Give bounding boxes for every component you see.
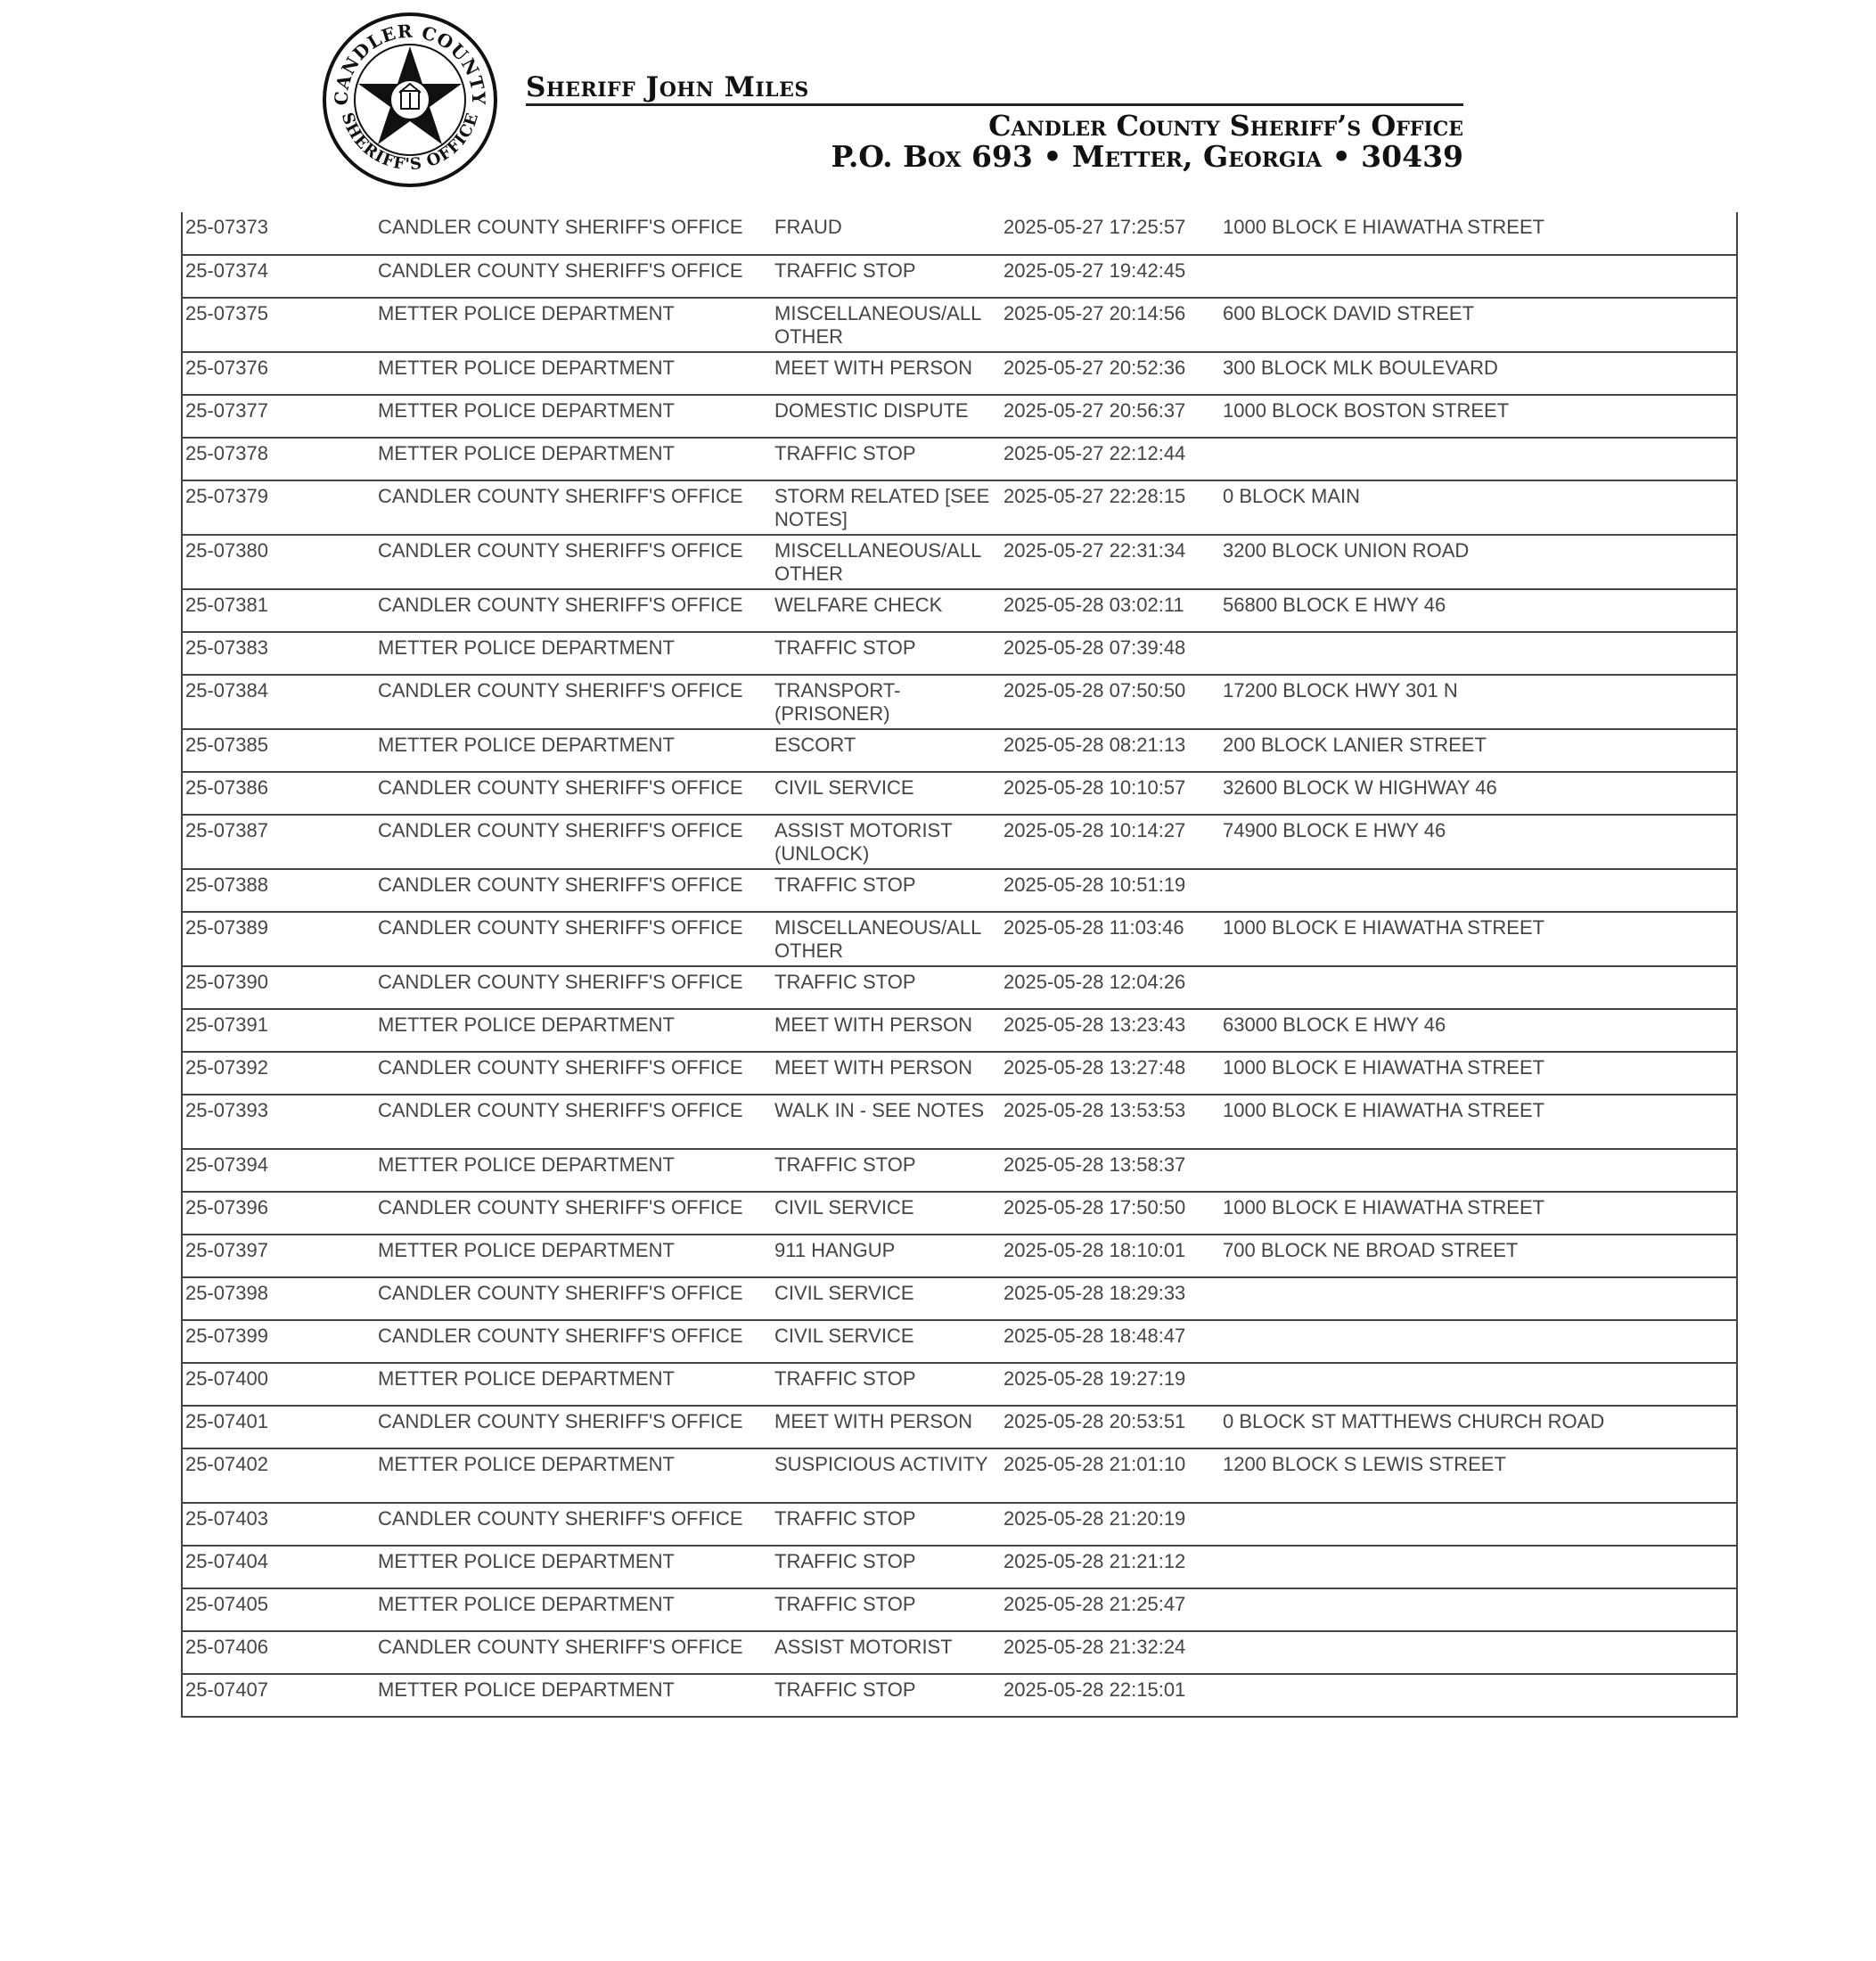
header-divider <box>526 103 1463 106</box>
table-row <box>182 589 1737 632</box>
letterhead <box>0 0 1876 205</box>
agency-cell: CANDLER COUNTY SHERIFF'S OFFICE <box>375 480 772 535</box>
case-number-cell: 25-07376 <box>182 352 375 395</box>
case-number-cell: 25-07380 <box>182 535 375 589</box>
agency-cell: CANDLER COUNTY SHERIFF'S OFFICE <box>375 1503 772 1546</box>
case-number-cell: 25-07374 <box>182 255 375 298</box>
case-number-cell: 25-07392 <box>182 1052 375 1095</box>
case-number-cell: 25-07386 <box>182 772 375 815</box>
datetime-cell: 2025-05-28 07:39:48 <box>1001 632 1220 675</box>
location-cell: 56800 BLOCK E HWY 46 <box>1220 589 1737 632</box>
table-row <box>182 1674 1737 1717</box>
location-cell <box>1220 1546 1737 1588</box>
case-number-cell: 25-07399 <box>182 1320 375 1363</box>
agency-cell: CANDLER COUNTY SHERIFF'S OFFICE <box>375 772 772 815</box>
datetime-cell: 2025-05-28 21:25:47 <box>1001 1588 1220 1631</box>
table-row <box>182 1192 1737 1235</box>
call-type-cell: FRAUD <box>772 212 1001 255</box>
case-number-cell: 25-07407 <box>182 1674 375 1717</box>
call-type-cell: TRAFFIC STOP <box>772 1588 1001 1631</box>
datetime-cell: 2025-05-28 10:10:57 <box>1001 772 1220 815</box>
location-cell: 1000 BLOCK E HIAWATHA STREET <box>1220 1192 1737 1235</box>
call-type-cell: CIVIL SERVICE <box>772 1320 1001 1363</box>
case-number-cell: 25-07405 <box>182 1588 375 1631</box>
agency-cell: METTER POLICE DEPARTMENT <box>375 1363 772 1406</box>
svg-text:SHERIFF'S OFFICE: SHERIFF'S OFFICE <box>337 110 483 175</box>
datetime-cell: 2025-05-27 20:52:36 <box>1001 352 1220 395</box>
table-row <box>182 1235 1737 1277</box>
case-number-cell: 25-07404 <box>182 1546 375 1588</box>
agency-cell: METTER POLICE DEPARTMENT <box>375 1588 772 1631</box>
agency-cell: CANDLER COUNTY SHERIFF'S OFFICE <box>375 966 772 1009</box>
table-row <box>182 1448 1737 1503</box>
call-type-cell: ESCORT <box>772 729 1001 772</box>
agency-cell: CANDLER COUNTY SHERIFF'S OFFICE <box>375 255 772 298</box>
agency-cell: METTER POLICE DEPARTMENT <box>375 438 772 480</box>
table-row <box>182 1277 1737 1320</box>
datetime-cell: 2025-05-28 18:29:33 <box>1001 1277 1220 1320</box>
agency-cell: METTER POLICE DEPARTMENT <box>375 632 772 675</box>
agency-cell: CANDLER COUNTY SHERIFF'S OFFICE <box>375 1631 772 1674</box>
datetime-cell: 2025-05-27 22:31:34 <box>1001 535 1220 589</box>
case-number-cell: 25-07381 <box>182 589 375 632</box>
table-row <box>182 212 1737 255</box>
location-cell: 0 BLOCK ST MATTHEWS CHURCH ROAD <box>1220 1406 1737 1448</box>
table-row <box>182 1406 1737 1448</box>
table-row <box>182 1149 1737 1192</box>
datetime-cell: 2025-05-28 11:03:46 <box>1001 912 1220 966</box>
agency-cell: CANDLER COUNTY SHERIFF'S OFFICE <box>375 675 772 729</box>
datetime-cell: 2025-05-28 21:32:24 <box>1001 1631 1220 1674</box>
agency-cell: CANDLER COUNTY SHERIFF'S OFFICE <box>375 1095 772 1149</box>
call-type-cell: TRAFFIC STOP <box>772 1503 1001 1546</box>
location-cell: 600 BLOCK DAVID STREET <box>1220 298 1737 352</box>
agency-cell: CANDLER COUNTY SHERIFF'S OFFICE <box>375 1192 772 1235</box>
table-row <box>182 1363 1737 1406</box>
call-type-cell: MEET WITH PERSON <box>772 352 1001 395</box>
case-number-cell: 25-07375 <box>182 298 375 352</box>
table-row <box>182 1631 1737 1674</box>
agency-cell: METTER POLICE DEPARTMENT <box>375 729 772 772</box>
datetime-cell: 2025-05-28 21:21:12 <box>1001 1546 1220 1588</box>
agency-cell: CANDLER COUNTY SHERIFF'S OFFICE <box>375 912 772 966</box>
table-row <box>182 255 1737 298</box>
location-cell: 17200 BLOCK HWY 301 N <box>1220 675 1737 729</box>
case-number-cell: 25-07406 <box>182 1631 375 1674</box>
call-type-cell: MEET WITH PERSON <box>772 1406 1001 1448</box>
datetime-cell: 2025-05-28 17:50:50 <box>1001 1192 1220 1235</box>
case-number-cell: 25-07389 <box>182 912 375 966</box>
datetime-cell: 2025-05-27 17:25:57 <box>1001 212 1220 255</box>
location-cell <box>1220 1674 1737 1717</box>
table-row <box>182 1095 1737 1149</box>
table-row <box>182 772 1737 815</box>
location-cell: 1000 BLOCK BOSTON STREET <box>1220 395 1737 438</box>
table-row <box>182 869 1737 912</box>
case-number-cell: 25-07387 <box>182 815 375 869</box>
datetime-cell: 2025-05-27 22:12:44 <box>1001 438 1220 480</box>
agency-cell: METTER POLICE DEPARTMENT <box>375 1009 772 1052</box>
agency-cell: CANDLER COUNTY SHERIFF'S OFFICE <box>375 212 772 255</box>
location-cell <box>1220 869 1737 912</box>
location-cell <box>1220 1503 1737 1546</box>
case-number-cell: 25-07383 <box>182 632 375 675</box>
call-type-cell: TRAFFIC STOP <box>772 966 1001 1009</box>
datetime-cell: 2025-05-28 10:51:19 <box>1001 869 1220 912</box>
case-number-cell: 25-07398 <box>182 1277 375 1320</box>
case-number-cell: 25-07393 <box>182 1095 375 1149</box>
datetime-cell: 2025-05-28 08:21:13 <box>1001 729 1220 772</box>
table-row <box>182 1503 1737 1546</box>
table-row <box>182 1320 1737 1363</box>
datetime-cell: 2025-05-28 21:20:19 <box>1001 1503 1220 1546</box>
datetime-cell: 2025-05-28 07:50:50 <box>1001 675 1220 729</box>
case-number-cell: 25-07401 <box>182 1406 375 1448</box>
agency-cell: CANDLER COUNTY SHERIFF'S OFFICE <box>375 1406 772 1448</box>
datetime-cell: 2025-05-28 22:15:01 <box>1001 1674 1220 1717</box>
case-number-cell: 25-07402 <box>182 1448 375 1503</box>
agency-cell: METTER POLICE DEPARTMENT <box>375 1235 772 1277</box>
call-type-cell: MISCELLANEOUS/ALL OTHER <box>772 298 1001 352</box>
svg-text:CANDLER COUNTY: CANDLER COUNTY <box>330 20 490 106</box>
table-row <box>182 1009 1737 1052</box>
agency-cell: CANDLER COUNTY SHERIFF'S OFFICE <box>375 589 772 632</box>
call-type-cell: CIVIL SERVICE <box>772 1277 1001 1320</box>
datetime-cell: 2025-05-28 18:48:47 <box>1001 1320 1220 1363</box>
location-cell <box>1220 966 1737 1009</box>
datetime-cell: 2025-05-28 13:53:53 <box>1001 1095 1220 1149</box>
case-number-cell: 25-07397 <box>182 1235 375 1277</box>
datetime-cell: 2025-05-28 03:02:11 <box>1001 589 1220 632</box>
agency-cell: METTER POLICE DEPARTMENT <box>375 1149 772 1192</box>
case-number-cell: 25-07403 <box>182 1503 375 1546</box>
call-type-cell: CIVIL SERVICE <box>772 1192 1001 1235</box>
location-cell: 3200 BLOCK UNION ROAD <box>1220 535 1737 589</box>
location-cell: 1000 BLOCK E HIAWATHA STREET <box>1220 1095 1737 1149</box>
datetime-cell: 2025-05-28 19:27:19 <box>1001 1363 1220 1406</box>
call-type-cell: TRANSPORT-(PRISONER) <box>772 675 1001 729</box>
location-cell <box>1220 1149 1737 1192</box>
location-cell <box>1220 1588 1737 1631</box>
agency-cell: CANDLER COUNTY SHERIFF'S OFFICE <box>375 1277 772 1320</box>
call-type-cell: CIVIL SERVICE <box>772 772 1001 815</box>
location-cell: 63000 BLOCK E HWY 46 <box>1220 1009 1737 1052</box>
call-type-cell: STORM RELATED [SEE NOTES] <box>772 480 1001 535</box>
call-type-cell: ASSIST MOTORIST (UNLOCK) <box>772 815 1001 869</box>
case-number-cell: 25-07373 <box>182 212 375 255</box>
table-row <box>182 535 1737 589</box>
sheriff-name: Sheriff John Miles <box>526 71 809 103</box>
case-number-cell: 25-07384 <box>182 675 375 729</box>
call-type-cell: MISCELLANEOUS/ALL OTHER <box>772 535 1001 589</box>
table-row <box>182 395 1737 438</box>
case-number-cell: 25-07378 <box>182 438 375 480</box>
table-row <box>182 675 1737 729</box>
table-row <box>182 1052 1737 1095</box>
location-cell: 1200 BLOCK S LEWIS STREET <box>1220 1448 1737 1503</box>
table-row <box>182 438 1737 480</box>
table-row <box>182 1588 1737 1631</box>
case-number-cell: 25-07396 <box>182 1192 375 1235</box>
location-cell: 32600 BLOCK W HIGHWAY 46 <box>1220 772 1737 815</box>
call-type-cell: WALK IN - SEE NOTES <box>772 1095 1001 1149</box>
table-row <box>182 912 1737 966</box>
datetime-cell: 2025-05-28 20:53:51 <box>1001 1406 1220 1448</box>
agency-cell: CANDLER COUNTY SHERIFF'S OFFICE <box>375 1320 772 1363</box>
call-type-cell: TRAFFIC STOP <box>772 632 1001 675</box>
call-type-cell: MEET WITH PERSON <box>772 1052 1001 1095</box>
table-row <box>182 352 1737 395</box>
call-type-cell: 911 HANGUP <box>772 1235 1001 1277</box>
agency-cell: METTER POLICE DEPARTMENT <box>375 1674 772 1717</box>
location-cell: 0 BLOCK MAIN <box>1220 480 1737 535</box>
location-cell: 1000 BLOCK E HIAWATHA STREET <box>1220 212 1737 255</box>
table-row <box>182 729 1737 772</box>
table-row <box>182 1546 1737 1588</box>
location-cell <box>1220 438 1737 480</box>
case-number-cell: 25-07400 <box>182 1363 375 1406</box>
case-number-cell: 25-07377 <box>182 395 375 438</box>
call-log-table <box>181 212 1738 1718</box>
call-type-cell: TRAFFIC STOP <box>772 1546 1001 1588</box>
office-name: Candler County Sheriff’s Office <box>988 109 1463 143</box>
location-cell <box>1220 1277 1737 1320</box>
call-type-cell: TRAFFIC STOP <box>772 1363 1001 1406</box>
agency-cell: METTER POLICE DEPARTMENT <box>375 298 772 352</box>
table-row <box>182 480 1737 535</box>
location-cell <box>1220 632 1737 675</box>
table-row <box>182 298 1737 352</box>
datetime-cell: 2025-05-27 20:56:37 <box>1001 395 1220 438</box>
agency-cell: CANDLER COUNTY SHERIFF'S OFFICE <box>375 1052 772 1095</box>
agency-cell: CANDLER COUNTY SHERIFF'S OFFICE <box>375 535 772 589</box>
location-cell: 1000 BLOCK E HIAWATHA STREET <box>1220 912 1737 966</box>
call-type-cell: MISCELLANEOUS/ALL OTHER <box>772 912 1001 966</box>
call-type-cell: ASSIST MOTORIST <box>772 1631 1001 1674</box>
agency-cell: CANDLER COUNTY SHERIFF'S OFFICE <box>375 815 772 869</box>
datetime-cell: 2025-05-28 18:10:01 <box>1001 1235 1220 1277</box>
call-type-cell: SUSPICIOUS ACTIVITY <box>772 1448 1001 1503</box>
call-type-cell: WELFARE CHECK <box>772 589 1001 632</box>
star-badge-icon <box>321 11 499 189</box>
agency-cell: METTER POLICE DEPARTMENT <box>375 1546 772 1588</box>
call-type-cell: TRAFFIC STOP <box>772 438 1001 480</box>
location-cell: 300 BLOCK MLK BOULEVARD <box>1220 352 1737 395</box>
sheriff-seal-logo <box>321 11 499 189</box>
datetime-cell: 2025-05-28 13:27:48 <box>1001 1052 1220 1095</box>
call-type-cell: TRAFFIC STOP <box>772 255 1001 298</box>
case-number-cell: 25-07385 <box>182 729 375 772</box>
datetime-cell: 2025-05-27 22:28:15 <box>1001 480 1220 535</box>
call-type-cell: TRAFFIC STOP <box>772 1674 1001 1717</box>
location-cell: 200 BLOCK LANIER STREET <box>1220 729 1737 772</box>
call-type-cell: DOMESTIC DISPUTE <box>772 395 1001 438</box>
call-type-cell: MEET WITH PERSON <box>772 1009 1001 1052</box>
location-cell: 700 BLOCK NE BROAD STREET <box>1220 1235 1737 1277</box>
table-row <box>182 632 1737 675</box>
agency-cell: METTER POLICE DEPARTMENT <box>375 1448 772 1503</box>
case-number-cell: 25-07390 <box>182 966 375 1009</box>
location-cell <box>1220 255 1737 298</box>
table-row <box>182 966 1737 1009</box>
datetime-cell: 2025-05-28 21:01:10 <box>1001 1448 1220 1503</box>
case-number-cell: 25-07394 <box>182 1149 375 1192</box>
call-type-cell: TRAFFIC STOP <box>772 1149 1001 1192</box>
datetime-cell: 2025-05-28 12:04:26 <box>1001 966 1220 1009</box>
datetime-cell: 2025-05-27 19:42:45 <box>1001 255 1220 298</box>
datetime-cell: 2025-05-28 13:23:43 <box>1001 1009 1220 1052</box>
case-number-cell: 25-07379 <box>182 480 375 535</box>
datetime-cell: 2025-05-28 10:14:27 <box>1001 815 1220 869</box>
case-number-cell: 25-07388 <box>182 869 375 912</box>
location-cell: 74900 BLOCK E HWY 46 <box>1220 815 1737 869</box>
datetime-cell: 2025-05-28 13:58:37 <box>1001 1149 1220 1192</box>
agency-cell: CANDLER COUNTY SHERIFF'S OFFICE <box>375 869 772 912</box>
table-row <box>182 815 1737 869</box>
location-cell <box>1220 1363 1737 1406</box>
location-cell <box>1220 1320 1737 1363</box>
case-number-cell: 25-07391 <box>182 1009 375 1052</box>
datetime-cell: 2025-05-27 20:14:56 <box>1001 298 1220 352</box>
agency-cell: METTER POLICE DEPARTMENT <box>375 395 772 438</box>
call-type-cell: TRAFFIC STOP <box>772 869 1001 912</box>
agency-cell: METTER POLICE DEPARTMENT <box>375 352 772 395</box>
location-cell: 1000 BLOCK E HIAWATHA STREET <box>1220 1052 1737 1095</box>
location-cell <box>1220 1631 1737 1674</box>
office-address: P.O. Box 693 • Metter, Georgia • 30439 <box>831 139 1463 174</box>
